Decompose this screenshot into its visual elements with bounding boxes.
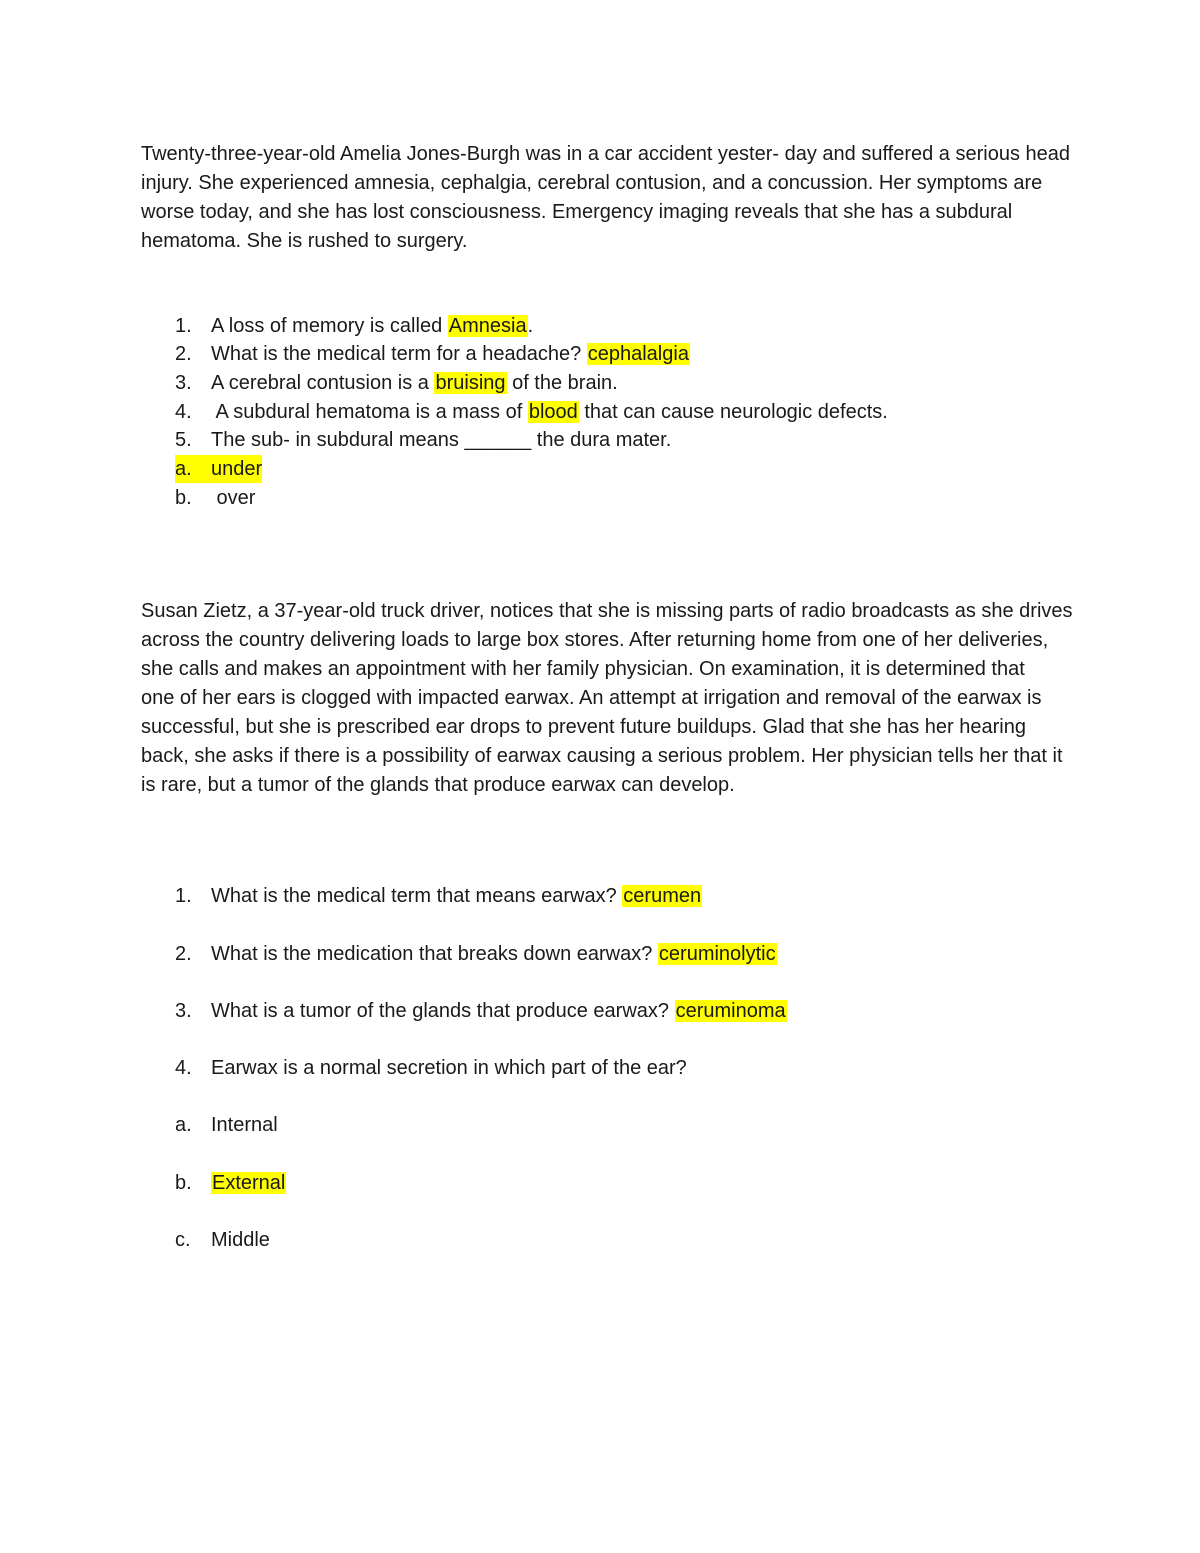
highlighted-answer: cephalalgia	[587, 343, 689, 365]
list-number: 3.	[175, 372, 192, 394]
list-number: 1.	[175, 315, 192, 337]
highlighted-answer: ceruminolytic	[658, 943, 776, 965]
option-letter: c.	[175, 1229, 191, 1251]
option-letter: b.	[175, 1172, 192, 1194]
option-letter: b.	[175, 487, 192, 509]
list-number: 2.	[175, 943, 192, 965]
question-text-after: of the brain.	[506, 372, 618, 394]
question-text: A loss of memory is called	[211, 315, 448, 337]
option-letter: a.	[175, 1114, 192, 1136]
list-number: 2.	[175, 343, 192, 365]
highlighted-answer: Amnesia	[448, 315, 527, 337]
highlighted-answer: blood	[528, 401, 578, 423]
option-text: over	[211, 487, 256, 509]
list-number: 1.	[175, 885, 192, 907]
option-text-highlighted: under	[211, 455, 262, 483]
list-number: 3.	[175, 1000, 192, 1022]
question-text: A cerebral contusion is a	[211, 372, 435, 394]
question-text: What is the medical term that means earwax?	[211, 885, 623, 907]
option-text: Middle	[211, 1229, 270, 1251]
question-text: Earwax is a normal secretion in which part of the ear?	[211, 1057, 687, 1079]
case-1-paragraph: Twenty-three-year-old Amelia Jones-Burgh was in a car accident yester- day and suffered a serious head injury. She experienced amnesia, cephalgia, cerebral contusion, and a concussion. Her symptoms are worse today, and she has lost consciousness. Emergency imaging reveals that she has a subdural hematoma. She is rushed to surgery.	[141, 143, 1071, 252]
question-text: What is the medication that breaks down earwax?	[211, 943, 658, 965]
list-number: 4.	[175, 1057, 192, 1079]
option-text-highlighted: External	[212, 1172, 286, 1194]
list-number: 5.	[175, 429, 192, 451]
question-text: What is the medical term for a headache?	[211, 343, 587, 365]
highlighted-answer: cerumen	[623, 885, 702, 907]
question-text: What is a tumor of the glands that produce earwax?	[211, 1000, 675, 1022]
question-text: The sub- in subdural means ______ the dura mater.	[211, 429, 672, 451]
case-2-paragraph: Susan Zietz, a 37-year-old truck driver, notices that she is missing parts of radio broadcasts as she drives across the country delivering loads to large box stores. After returning home from one of her deliveries, she calls and makes an appointment with her family physician. On examination, it is determined that one of her ears is clogged with impacted earwax. An attempt at irrigation and removal of the earwax is successful, but she is prescribed ear drops to prevent future buildups. Glad that she has her hearing back, she asks if there is a possibility of earwax causing a serious problem. Her physician tells her that it is rare, but a tumor of the glands that produce earwax can develop.	[141, 600, 1073, 796]
option-letter: a.	[175, 455, 211, 483]
question-text-after: that can cause neurologic defects.	[578, 401, 888, 423]
question-text-after: .	[527, 315, 534, 337]
option-text: Internal	[211, 1114, 278, 1136]
highlighted-answer: ceruminoma	[675, 1000, 786, 1022]
highlighted-answer: bruising	[435, 372, 506, 394]
list-number: 4.	[175, 401, 192, 423]
question-text: A subdural hematoma is a mass of	[211, 401, 528, 423]
